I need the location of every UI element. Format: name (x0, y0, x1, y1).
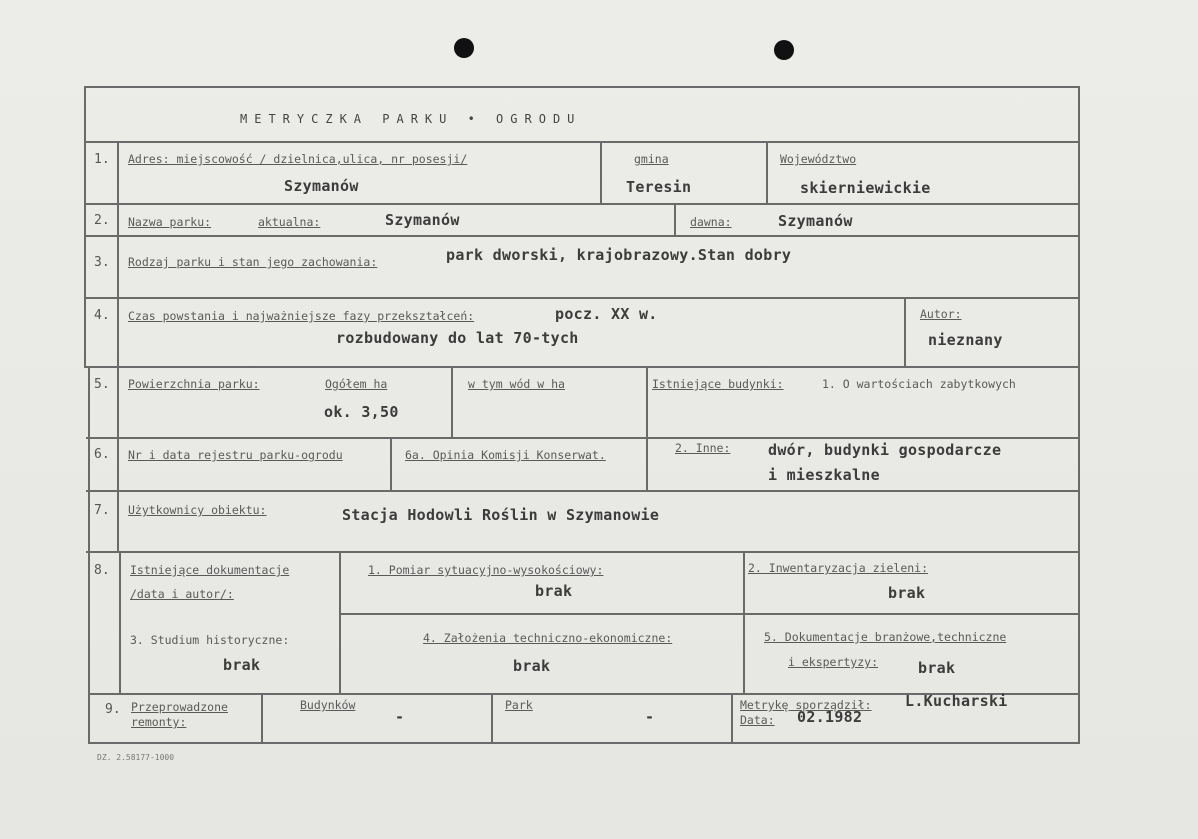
technical-assumptions-value: brak (513, 657, 551, 675)
rule-r8-a (339, 551, 341, 695)
rule-row6 (86, 437, 1080, 439)
address-value: Szymanów (284, 177, 359, 195)
row-number-1: 1. (94, 152, 110, 167)
technical-assumptions-label: 4. Założenia techniczno-ekonomiczne: (423, 631, 673, 645)
industry-docs-value: brak (918, 659, 956, 677)
address-label: Adres: miejscowość / dzielnica,ulica, nr posesji/ (128, 152, 468, 166)
row-number-8: 8. (94, 563, 110, 578)
former-name-label: dawna: (690, 215, 732, 229)
current-name-label: aktualna: (258, 215, 321, 229)
rule-r1-a (600, 141, 602, 205)
gmina-label: gmina (634, 152, 669, 166)
users-value: Stacja Hodowli Roślin w Szymanowie (342, 506, 660, 524)
rule-r9-b (491, 693, 493, 744)
history-phases-value-2: rozbudowany do lat 70-tych (336, 329, 579, 347)
rule-row1 (84, 141, 1080, 143)
rule-right (1078, 86, 1080, 744)
park-type-label: Rodzaj parku i stan jego zachowania: (128, 255, 378, 269)
register-label: Nr i data rejestru parku-ogrodu (128, 448, 343, 462)
row-number-6: 6. (94, 447, 110, 462)
row-number-7: 7. (94, 503, 110, 518)
rule-row2 (86, 203, 1080, 205)
documentation-label-1: Istniejące dokumentacje (130, 563, 290, 577)
date-value: 02.1982 (797, 708, 863, 726)
total-area-label: Ogółem ha (325, 377, 388, 391)
other-buildings-label: 2. Inne: (675, 441, 731, 455)
existing-buildings-label: Istniejące budynki: (652, 377, 784, 391)
prepared-by-value: L.Kucharski (905, 692, 1008, 710)
row-number-9: 9. (105, 702, 121, 717)
park-name-label: Nazwa parku: (128, 215, 212, 229)
punch-hole-right (774, 40, 794, 60)
rule-row7 (86, 490, 1080, 492)
survey-value: brak (535, 582, 573, 600)
row-number-4: 4. (94, 308, 110, 323)
industry-docs-label-1: 5. Dokumentacje branżowe,techniczne (764, 630, 1007, 644)
historic-buildings-label: 1. O wartościach zabytkowych (822, 377, 1016, 391)
rule-num-column (117, 141, 119, 553)
gmina-value: Teresin (626, 178, 692, 196)
history-phases-value-1: pocz. XX w. (555, 305, 658, 323)
rule-r1-b (766, 141, 768, 205)
rule-r9-c (731, 693, 733, 744)
historical-study-label: 3. Studium historyczne: (130, 633, 290, 647)
repairs-label-1: Przeprowadzone (131, 700, 228, 714)
repairs-label-2: remonty: (131, 715, 187, 729)
row-number-2: 2. (94, 213, 110, 228)
greenery-inventory-label: 2. Inwentaryzacja zieleni: (748, 561, 929, 575)
rule-row3 (86, 235, 1080, 237)
form-title: METRYCZKA PARKU • OGRODU (240, 112, 582, 126)
rule-row5 (86, 366, 1080, 368)
conservation-opinion-label: 6a. Opinia Komisji Konserwat. (405, 448, 606, 462)
voivodeship-value: skierniewickie (800, 179, 931, 197)
rule-bottom (88, 742, 1078, 744)
rule-row4 (86, 297, 1080, 299)
rule-r2 (674, 203, 676, 237)
rule-top (84, 86, 1080, 88)
park-repairs-value: - (645, 708, 655, 726)
area-label: Powierzchnia parku: (128, 377, 260, 391)
history-phases-label: Czas powstania i najważniejsze fazy przekształceń: (128, 309, 475, 323)
park-type-value: park dworski, krajobrazowy.Stan dobry (446, 246, 792, 264)
industry-docs-label-2: i ekspertyzy: (788, 655, 879, 669)
rule-r6 (390, 437, 392, 492)
rule-left-upper (84, 86, 86, 368)
author-label: Autor: (920, 307, 962, 321)
row-number-5: 5. (94, 377, 110, 392)
park-repairs-label: Park (505, 698, 533, 712)
documentation-label-2: /data i autor/: (130, 587, 234, 601)
buildings-repairs-label: Budynków (300, 698, 356, 712)
rule-row8-mid (339, 613, 1078, 615)
author-value: nieznany (928, 331, 1003, 349)
rule-r9-a (261, 693, 263, 744)
rule-r8-b (743, 551, 745, 695)
date-label: Data: (740, 713, 775, 727)
rule-r4 (904, 297, 906, 368)
buildings-repairs-value: - (395, 708, 405, 726)
greenery-inventory-value: brak (888, 584, 926, 602)
voivodeship-label: Województwo (780, 152, 857, 166)
other-buildings-value-2: i mieszkalne (768, 466, 880, 484)
former-name-value: Szymanów (778, 212, 853, 230)
punch-hole-left (454, 38, 474, 58)
survey-label: 1. Pomiar sytuacyjno-wysokościowy: (368, 563, 604, 577)
rule-num-column-lower (119, 551, 121, 695)
total-area-value: ok. 3,50 (324, 403, 399, 421)
row-number-3: 3. (94, 255, 110, 270)
current-name-value: Szymanów (385, 211, 460, 229)
rule-row8 (86, 551, 1080, 553)
prepared-by-label: Metrykę sporządził: (740, 698, 872, 712)
rule-r5-b (646, 366, 648, 491)
users-label: Użytkownicy obiektu: (128, 503, 267, 517)
other-buildings-value-1: dwór, budynki gospodarcze (768, 441, 1002, 459)
rule-r5-a (451, 366, 453, 439)
form-code: DZ. 2.58177-1000 (97, 753, 175, 762)
rule-left-lower (88, 366, 90, 744)
historical-study-value: brak (223, 656, 261, 674)
water-area-label: w tym wód w ha (468, 377, 565, 391)
